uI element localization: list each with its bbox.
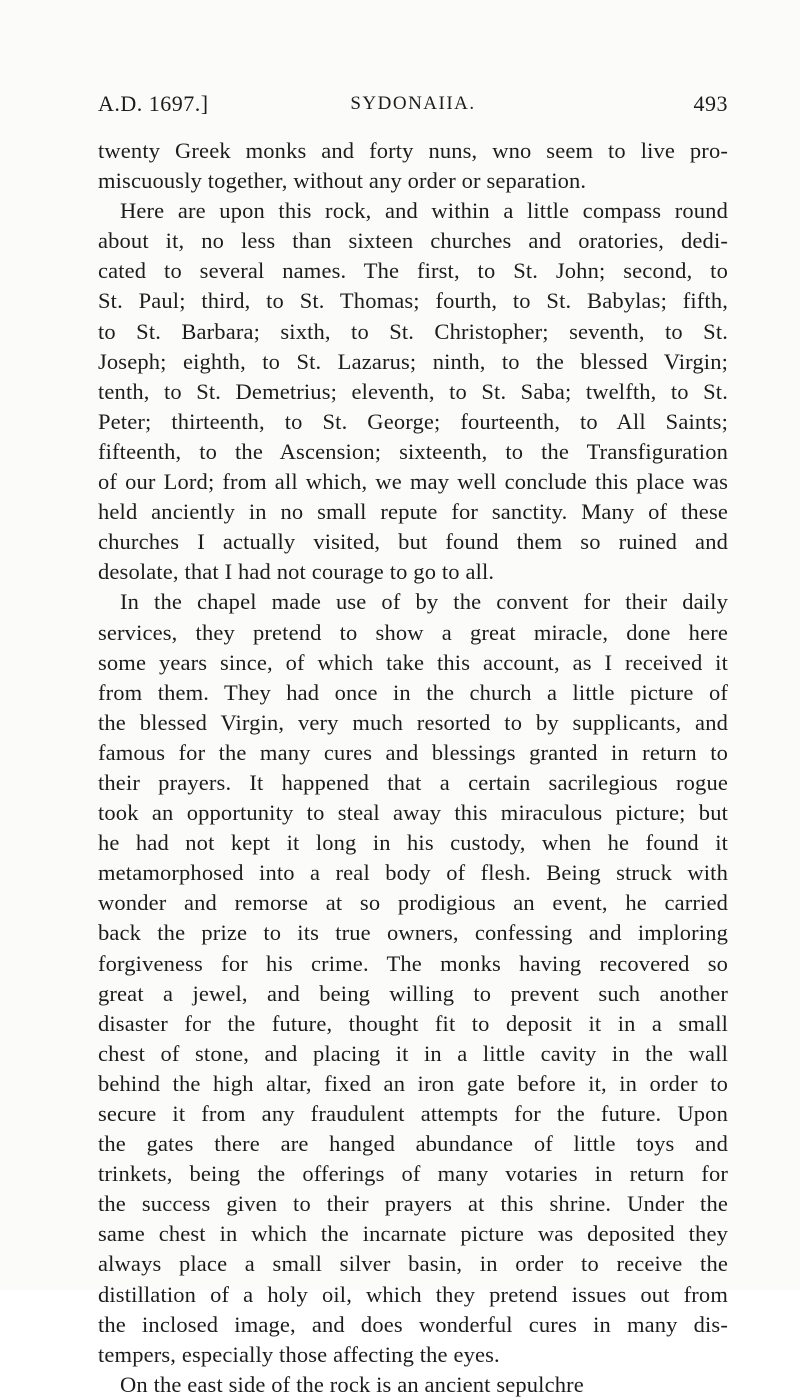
text-line: the gates there are hanged abundance of little toys and <box>98 1131 728 1157</box>
text-line: the success given to their prayers at this shrine. Under the <box>98 1191 728 1217</box>
text-line: some years since, of which take this account, as I received it <box>98 649 728 675</box>
header-title: SYDONAIIA. <box>350 93 476 114</box>
text-line: held anciently in no small repute for sanctity. Many of these <box>98 499 728 525</box>
text-line: disaster for the future, thought fit to deposit it in a small <box>98 1010 728 1036</box>
text-line: their prayers. It happened that a certain sacrilegious rogue <box>98 769 728 795</box>
paragraph-start: In the chapel made use of by the convent for their daily <box>120 589 728 615</box>
text-line: to St. Barbara; sixth, to St. Christopher; seventh, to St. <box>98 318 728 344</box>
page-number: 493 <box>693 91 728 116</box>
text-line: Joseph; eighth, to St. Lazarus; ninth, to the blessed Virgin; <box>98 348 728 374</box>
body-text <box>98 136 728 1400</box>
text-line: cated to several names. The first, to St. John; second, to <box>98 258 728 284</box>
text-line: distillation of a holy oil, which they pretend issues out from <box>98 1281 728 1307</box>
text-line: metamorphosed into a real body of flesh. Being struck with <box>98 860 728 886</box>
text-line: wonder and remorse at so prodigious an event, he carried <box>98 890 728 916</box>
text-line: services, they pretend to show a great miracle, done here <box>98 619 728 645</box>
text-line: chest of stone, and placing it in a little cavity in the wall <box>98 1040 728 1066</box>
text-line: from them. They had once in the church a little picture of <box>98 679 728 705</box>
text-line: tempers, especially those affecting the eyes. <box>98 1341 500 1367</box>
text-line: took an opportunity to steal away this miraculous picture; but <box>98 800 728 826</box>
text-line: of our Lord; from all which, we may well conclude this place was <box>98 469 728 495</box>
text-line: secure it from any fraudulent attempts for the future. Upon <box>98 1101 728 1126</box>
text-line: trinkets, being the offerings of many votaries in return for <box>98 1161 728 1187</box>
text-line: always place a small silver basin, in order to receive the <box>98 1251 728 1277</box>
text-line: forgiveness for his crime. The monks having recovered so <box>98 950 728 976</box>
running-head <box>98 92 728 116</box>
text-line: same chest in which the incarnate picture was deposited they <box>98 1221 728 1247</box>
text-line: the blessed Virgin, very much resorted to by supplicants, and <box>98 709 728 735</box>
text-line: fifteenth, to the Ascension; sixteenth, to the Transfiguration <box>98 438 728 464</box>
text-line: Peter; thirteenth, to St. George; fourteenth, to All Saints; <box>98 408 728 434</box>
text-line: he had not kept it long in his custody, when he found it <box>98 830 728 856</box>
text-line: back the prize to its true owners, confessing and imploring <box>98 920 728 946</box>
text-line: about it, no less than sixteen churches and oratories, dedi- <box>98 228 728 254</box>
text-line: great a jewel, and being willing to prevent such another <box>98 980 728 1006</box>
text-line: St. Paul; third, to St. Thomas; fourth, to St. Babylas; fifth, <box>98 288 728 314</box>
text-line: tenth, to St. Demetrius; eleventh, to St. Saba; twelfth, to St. <box>98 378 728 404</box>
paragraph-start: On the east side of the rock is an ancient sepulchre <box>120 1371 584 1397</box>
text-line: desolate, that I had not courage to go to all. <box>98 559 495 585</box>
text-line: churches I actually visited, but found them so ruined and <box>98 529 728 555</box>
paragraph-start: Here are upon this rock, and within a little compass round <box>120 198 728 224</box>
header-date: A.D. 1697.] <box>98 91 209 116</box>
text-line: the inclosed image, and does wonderful cures in many dis- <box>98 1311 728 1337</box>
text-line: twenty Greek monks and forty nuns, wno seem to live pro- <box>98 138 728 163</box>
text-line: famous for the many cures and blessings granted in return to <box>98 739 728 765</box>
text-line: behind the high altar, fixed an iron gate before it, in order to <box>98 1070 728 1096</box>
text-line: miscuously together, without any order or separation. <box>98 168 587 194</box>
